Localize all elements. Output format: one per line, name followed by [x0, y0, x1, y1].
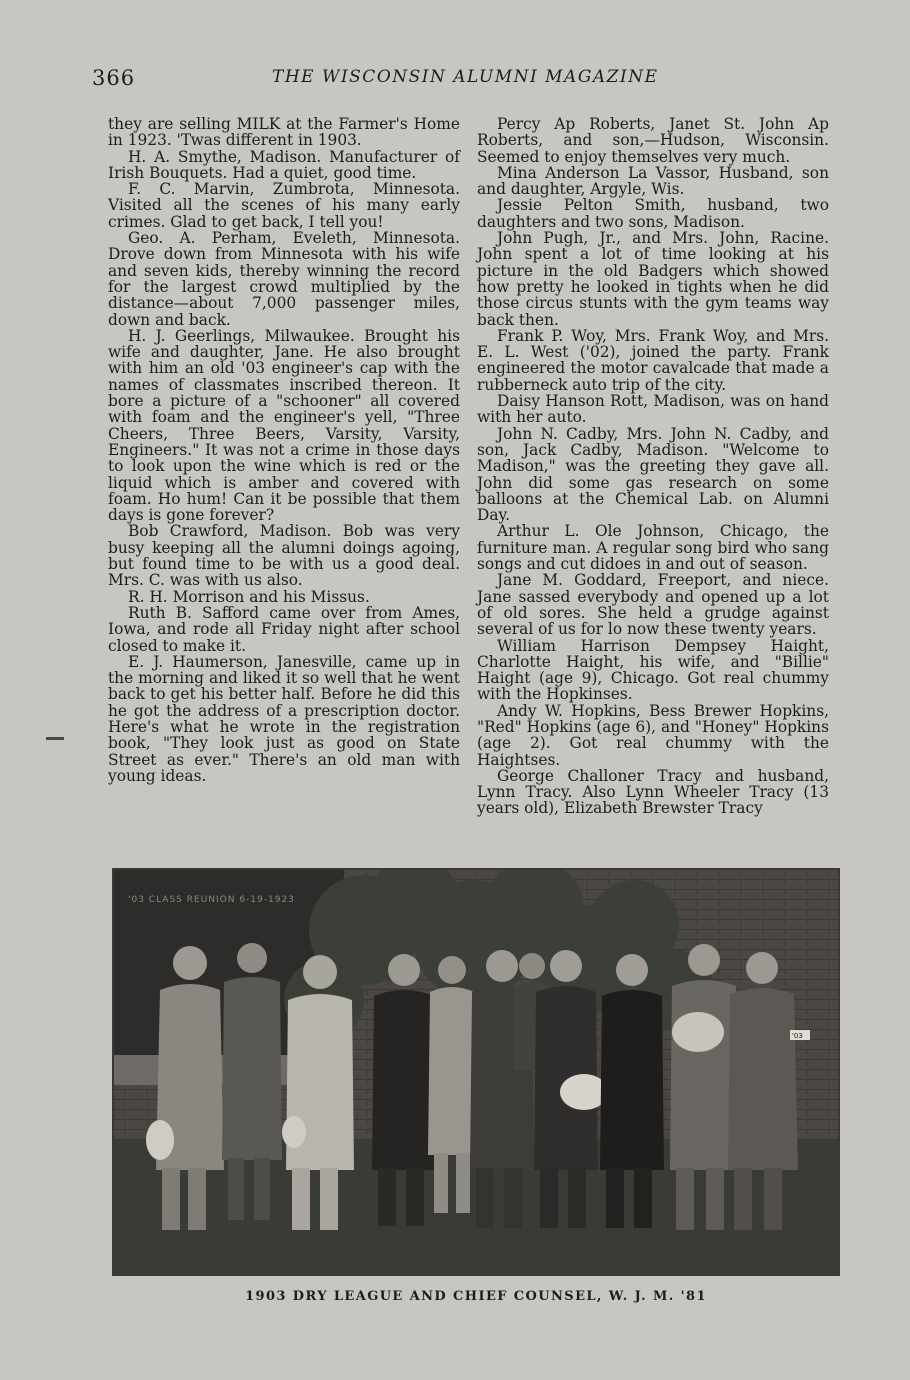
paragraph: Andy W. Hopkins, Bess Brewer Hopkins, "Red" Hopkins (age 6), and "Honey" Hopkins (age 2). Got real chummy with the Haightses.: [477, 701, 829, 769]
page-number: 366: [92, 66, 136, 90]
paragraph: F. C. Marvin, Zumbrota, Minnesota. Visited all the scenes of his many early crimes. Glad to get back, I tell you!: [108, 180, 460, 231]
paragraph: H. J. Geerlings, Milwaukee. Brought his wife and daughter, Jane. He also brought with him an old '03 engineer's cap with the names of classmates inscribed thereon. It bore a picture of a "schooner" all covered with foam and the engineer's yell, "Three Cheers, Three Beers, Varsity, Varsity, Engineers." It was not a crime in those days to look upon the wine which is red or the liquid which is amber and covered with foam. Ho hum! Can it be possible that them days is gone forever?: [108, 326, 460, 525]
paragraph: Bob Crawford, Madison. Bob was very busy keeping all the alumni doings agoing, but found time to be with us a good deal. Mrs. C. was with us also.: [108, 522, 460, 590]
straw-hat: [146, 1120, 174, 1160]
paragraph: John N. Cadby, Mrs. John N. Cadby, and son, Jack Cadby, Madison. "Welcome to Madison," was the greeting they gave all. John did some gas research on some balloons at the Chemical Lab. on Alumni Day.: [477, 424, 829, 525]
photo-caption: 1903 DRY LEAGUE AND CHIEF COUNSEL, W. J. M. '81: [245, 1289, 707, 1304]
magazine-title: THE WISCONSIN ALUMNI MAGAZINE: [272, 67, 659, 87]
group-photograph: [112, 868, 840, 1276]
paragraph: John Pugh, Jr., and Mrs. John, Racine. John spent a lot of time looking at his picture in the old Badgers which showed how pretty he looked in tights when he did those circus stunts with the gym teams way back then.: [477, 229, 829, 329]
photo-illustration: [114, 870, 838, 1274]
ink-mark: [46, 737, 64, 740]
left-column: [108, 116, 460, 784]
paragraph: William Harrison Dempsey Haight, Charlotte Haight, his wife, and "Billie" Haight (age 9), Chicago. Got real chummy with the Hopkinses.: [477, 636, 829, 704]
straw-hat: [282, 1116, 306, 1148]
paragraph: Jane M. Goddard, Freeport, and niece. Jane sassed everybody and opened up a lot of old sores. She held a grudge against several of us for lo now these twenty years.: [477, 571, 829, 639]
page-header: [92, 64, 852, 98]
paragraph: Daisy Hanson Rott, Madison, was on hand with her auto.: [477, 392, 829, 427]
paragraph: Jessie Pelton Smith, husband, two daughters and two sons, Madison.: [477, 196, 829, 231]
paragraph: they are selling MILK at the Farmer's Home in 1923. 'Twas different in 1903.: [108, 115, 460, 150]
paragraph: Ruth B. Safford came over from Ames, Iowa, and rode all Friday night after school closed to make it.: [108, 603, 460, 655]
paragraph: George Challoner Tracy and husband, Lynn Tracy. Also Lynn Wheeler Tracy (13 years old), Elizabeth Brewster Tracy: [477, 766, 829, 818]
paragraph: Arthur L. Ole Johnson, Chicago, the furniture man. A regular song bird who sang songs and cut didoes in and out of season.: [477, 522, 829, 574]
armband-label: '03: [792, 1032, 803, 1040]
paragraph: E. J. Haumerson, Janesville, came up in the morning and liked it so well that he went back to get his better half. Before he did this he got the address of a prescription doctor. Here's what he wrote in the registration book, "They look just as good on State Street as ever." There's an old man with young ideas.: [108, 652, 460, 785]
photo-inscription: '03 CLASS REUNION 6-19-1923: [128, 895, 295, 905]
paragraph: Geo. A. Perham, Eveleth, Minnesota. Drove down from Minnesota with his wife and seven kids, thereby winning the record for the largest crowd multiplied by the distance—about 7,000 passenger miles, down and back.: [108, 229, 460, 329]
paragraph: Percy Ap Roberts, Janet St. John Ap Roberts, and son,—Hudson, Wisconsin. Seemed to enjoy themselves very much.: [477, 115, 829, 166]
paragraph: Mina Anderson La Vassor, Husband, son and daughter, Argyle, Wis.: [477, 163, 829, 199]
paragraph: H. A. Smythe, Madison. Manufacturer of Irish Bouquets. Had a quiet, good time.: [108, 147, 460, 182]
paragraph: R. H. Morrison and his Missus.: [128, 587, 370, 606]
right-column: [477, 116, 829, 817]
paragraph: Frank P. Woy, Mrs. Frank Woy, and Mrs. E. L. West ('02), joined the party. Frank engineered the motor cavalcade that made a rubberneck auto trip of the city.: [477, 326, 829, 394]
